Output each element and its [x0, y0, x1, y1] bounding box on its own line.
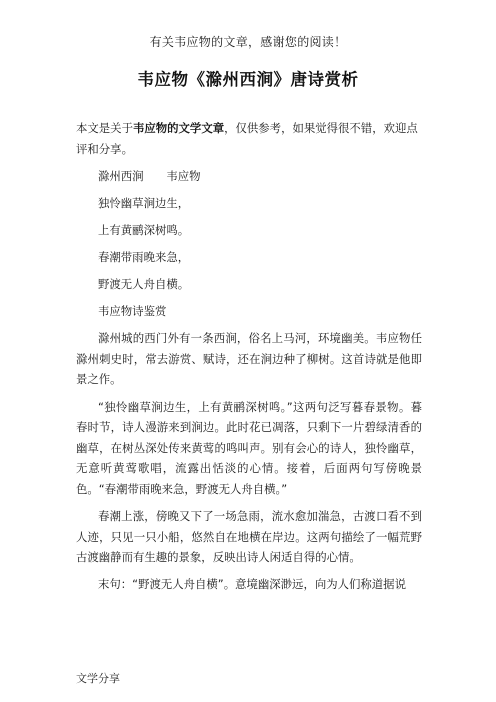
poem-line: 春潮带雨晚来急， — [98, 249, 190, 264]
body-paragraph: 滁州城的西门外有一条西涧，俗名上马河，环境幽美。韦应物任滁州刺史时，常去游赏、赋诗，还在涧边种了柳树。这首诗就是他即景之作。 — [76, 331, 422, 387]
body-paragraph: 春潮上涨，傍晚又下了一场急雨，流水愈加湍急，古渡口看不到人迹，只见一只小船，悠然自在地横在岸边。这两句描绘了一幅荒野古渡幽静而有生趣的景象，反映出诗人闲适自得的心情。 — [76, 509, 422, 565]
intro-prefix: 本文是关于 — [76, 121, 133, 135]
poem-line: 独怜幽草涧边生， — [98, 195, 190, 210]
header-note: 有关韦应物的文章，感谢您的阅读！ — [149, 35, 347, 49]
appreciation-heading: 韦应物诗鉴赏 — [98, 304, 167, 319]
intro-suffix: ，仅供参考，如果觉得很不错，欢迎点评和分享。 — [76, 121, 418, 156]
poem-line: 上有黄鹂深树鸣。 — [98, 222, 190, 237]
intro-paragraph — [76, 118, 422, 159]
page-title: 韦应物《滁州西涧》唐诗赏析 — [137, 70, 359, 89]
body-paragraph: 末句：“野渡无人舟自横”。意境幽深渺远，向为人们称道据说 — [98, 577, 406, 592]
footer-note: 文学分享 — [76, 672, 120, 685]
intro-bold: 韦应物的文学文章 — [132, 121, 225, 135]
article-body — [76, 118, 422, 595]
poem-line: 野渡无人舟自横。 — [98, 277, 190, 292]
poem-heading: 滁州西涧 韦应物 — [98, 168, 201, 183]
body-paragraph: “独怜幽草涧边生，上有黄鹂深树鸣。”这两句泛写暮春景物。暮春时节，诗人漫游来到涧边。此时花已凋落，只剩下一片碧绿清香的幽草，在树丛深处传来黄莺的鸣叫声。别有会心的诗人，独怜幽草，无意听黄莺歌唱，流露出恬淡的心情。接着，后面两句写傍晚景色。“春潮带雨晚来急，野渡无人舟自横。” — [76, 399, 422, 496]
